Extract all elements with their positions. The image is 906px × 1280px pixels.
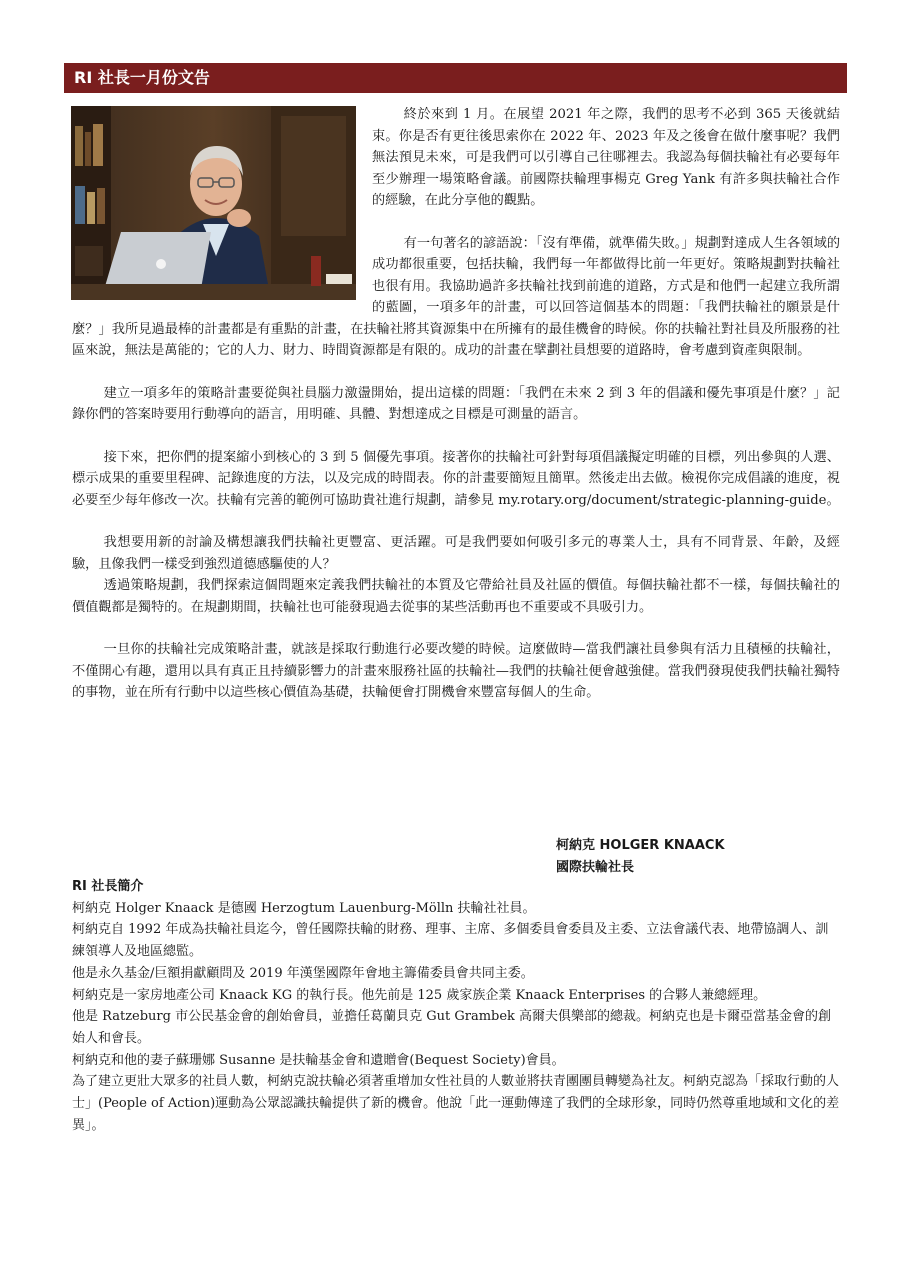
bio-heading: RI 社長簡介	[72, 879, 144, 894]
bio-line: 他是 Ratzeburg 市公民基金會的創始會員，並擔任葛蘭貝克 Gut Grambek 高爾夫俱樂部的總裁。柯納克也是卡爾亞當基金會的創始人和會長。	[72, 1009, 832, 1046]
bio-line: 柯納克是一家房地產公司 Knaack KG 的執行長。他先前是 125 歲家族企業 Knaack Enterprises 的合夥人兼總經理。	[72, 987, 767, 1003]
paragraph-2: 有一句著名的諺語說：「沒有準備，就準備失敗。」規劃對達成人生各領域的成功都很重要，包括扶輪，我們每一年都做得比前一年更好。策略規劃對扶輪社也很有用。我協助過許多扶輪社找到前進的道路，方式是和他們一起建立我所謂的藍圖，一項多年的計畫，可以回答這個基本的問題：「我們扶輪社的願景是什麼？」我所見過最棒的計畫都是有重點的計畫，在扶輪社將其資源集中在所擁有的最佳機會的時候。你的扶輪社對社員及所服務的社區來說，無法是萬能的；它的人力、財力、時間資源都是有限的。成功的計畫在擘劃社員想要的道路時，會考慮到資產與限制。	[72, 235, 840, 358]
header-title: RI 社長一月份文告	[74, 68, 210, 87]
bio-line: 柯納克 Holger Knaack 是德國 Herzogtum Lauenburg-Mölln 扶輪社社員。	[72, 900, 536, 916]
bio-line: 柯納克自 1992 年成為扶輪社員迄今，曾任國際扶輪的財務、理事、主席、多個委員會委員及主委、立法會議代表、地帶協調人、訓練領導人及地區總監。	[72, 922, 829, 960]
signature-name: 柯納克 HOLGER KNAACK	[556, 838, 725, 853]
paragraph-7: 一旦你的扶輪社完成策略計畫，就該是採取行動進行必要改變的時候。這麼做時—當我們讓社員參與有活力且積極的扶輪社，不僅開心有趣，還用以具有真正且持續影響力的計畫來服務社區的扶輪社—我們的扶輪社便會越強健。當我們發現使我們扶輪社獨特的事物，並在所有行動中以這些核心價值為基礎，扶輪便會打開機會來豐富每個人的生命。	[72, 642, 840, 700]
paragraph-1: 終於來到 1 月。在展望 2021 年之際，我們的思考不必到 365 天後就結束。你是否有更往後思索你在 2022 年、2023 年及之後會在做什麼事呢？我們無法預見未來，可是我們可以引導自己往哪裡去。我認為每個扶輪社有必要每年至少辦理一場策略會議。前國際扶輪理事楊克 Greg Yank 有許多與扶輪社合作的經驗，在此分享他的觀點。	[372, 107, 840, 208]
paragraph-6: 透過策略規劃，我們探索這個問題來定義我們扶輪社的本質及它帶給社員及社區的價值。每個扶輪社都不一樣，每個扶輪社的價值觀都是獨特的。在規劃期間，扶輪社也可能發現過去從事的某些活動再也不重要或不具吸引力。	[72, 578, 840, 615]
bio-line: 為了建立更壯大眾多的社員人數，柯納克說扶輪必須著重增加女性社員的人數並將扶青團團員轉變為社友。柯納克認為「採取行動的人士」(People of Action)運動為公眾認識扶輪提供了新的機會。他說「此一運動傳達了我們的全球形象，同時仍然尊重地域和文化的差異」。	[72, 1074, 840, 1133]
bio-line: 柯納克和他的妻子蘇珊娜 Susanne 是扶輪基金會和遺贈會(Bequest Society)會員。	[72, 1052, 565, 1068]
signature-role: 國際扶輪社長	[556, 860, 635, 875]
section-header	[64, 63, 847, 93]
signature-block	[556, 835, 725, 879]
paragraph-4: 接下來，把你們的提案縮小到核心的 3 到 5 個優先事項。接著你的扶輪社可針對每項倡議擬定明確的目標，列出參與的人選、標示成果的重要里程碑、記錄進度的方法，以及完成的時間表。你的計畫要簡短且簡單。然後走出去做。檢視你完成倡議的進度，視必要至少每年修改一次。扶輪有完善的範例可協助貴社進行規劃，請參見 my.rotary.org/document/strategic-planning-guide。	[72, 449, 840, 508]
bio-section	[72, 876, 840, 1136]
photo-wrap-space	[72, 104, 372, 304]
paragraph-3: 建立一項多年的策略計畫要從與社員腦力激盪開始，提出這樣的問題：「我們在未來 2 到 3 年的倡議和優先事項是什麼？」記錄你們的答案時要用行動導向的語言，用明確、具體、對想達成之目標是可測量的語言。	[72, 385, 840, 422]
article-body	[72, 104, 840, 704]
bio-line: 他是永久基金/巨額捐獻顧問及 2019 年漢堡國際年會地主籌備委員會共同主委。	[72, 965, 534, 981]
paragraph-5: 我想要用新的討論及構想讓我們扶輪社更豐富、更活躍。可是我們要如何吸引多元的專業人士，具有不同背景、年齡，及經驗，且像我們一樣受到強烈道德感驅使的人？	[72, 535, 840, 572]
